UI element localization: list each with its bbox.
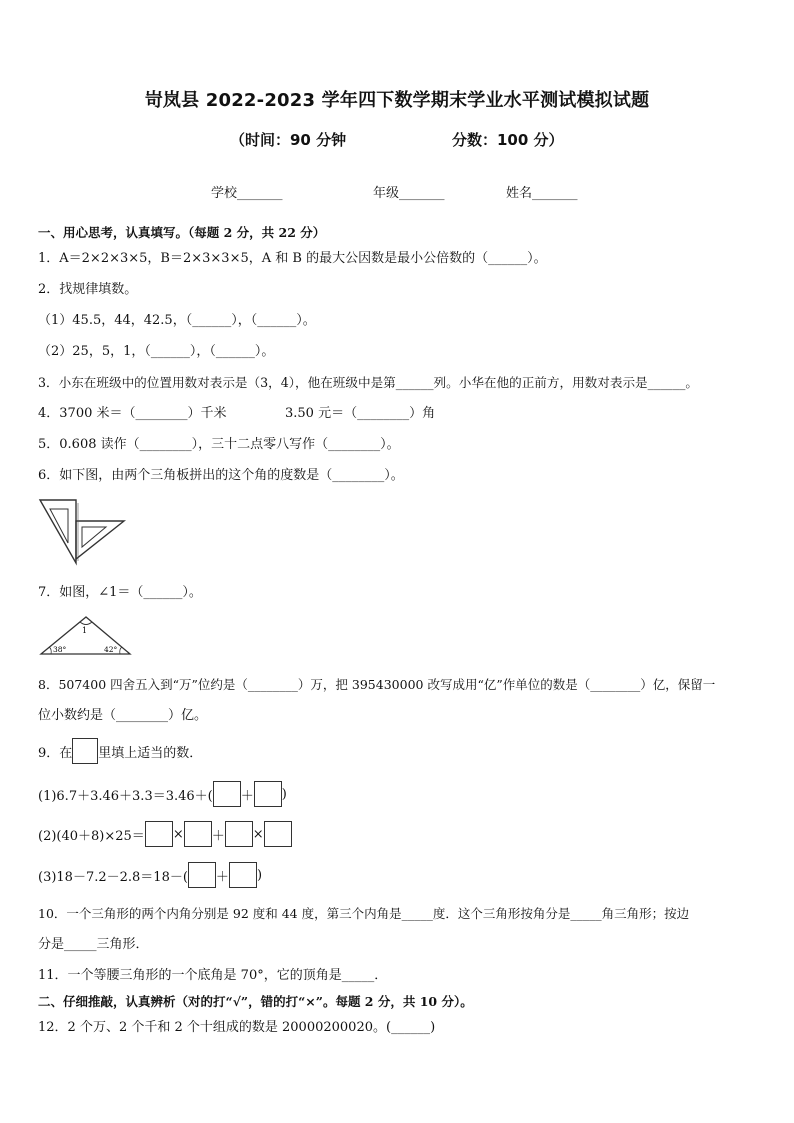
answer-box[interactable] bbox=[213, 781, 241, 807]
question-4-part-1: 4．3700 米＝（________）千米 bbox=[38, 406, 227, 421]
answer-box[interactable] bbox=[188, 862, 216, 888]
question-3: 3．小东在班级中的位置用数对表示是（3，4），他在班级中是第______列。小华在他的正前方，用数对表示是______。 bbox=[38, 375, 699, 390]
question-9-part-3 bbox=[38, 862, 262, 888]
q9a-text: (1)6.7＋3.46＋3.3＝3.46＋( bbox=[38, 788, 213, 804]
answer-box[interactable] bbox=[145, 821, 173, 847]
question-10-line-1: 10．一个三角形的两个内角分别是 92 度和 44 度，第三个内角是_____度．这个三角形按角分是_____角三角形；按边 bbox=[38, 906, 690, 921]
exam-score: 分数：100 分） bbox=[452, 131, 564, 149]
plus-sign: ＋ bbox=[215, 869, 229, 885]
section-2-heading: 二、仔细推敲，认真辨析（对的打“√”，错的打“×”。每题 2 分，共 10 分）。 bbox=[38, 994, 473, 1009]
question-4-part-2: 3.50 元＝（________）角 bbox=[285, 406, 436, 421]
answer-box[interactable] bbox=[264, 821, 292, 847]
page-title: 岢岚县 2022-2023 学年四下数学期末学业水平测试模拟试题 bbox=[144, 90, 650, 111]
question-9-part-2 bbox=[38, 821, 292, 847]
close-paren: ) bbox=[256, 867, 263, 883]
q9c-text: (3)18－7.2－2.8＝18－( bbox=[38, 869, 188, 885]
grade-field[interactable]: 年级_______ bbox=[373, 186, 445, 201]
question-6: 6．如下图，由两个三角板拼出的这个角的度数是（________）。 bbox=[38, 468, 404, 483]
question-11: 11．一个等腰三角形的一个底角是 70°，它的顶角是_____． bbox=[38, 968, 388, 983]
question-12: 12．2 个万、2 个千和 2 个十组成的数是 20000200020。(______) bbox=[38, 1020, 436, 1035]
angle-38-label: 38° bbox=[53, 645, 67, 654]
question-2-part-1: （1）45.5，44，42.5，（______），（______）。 bbox=[38, 313, 316, 328]
name-field[interactable]: 姓名_______ bbox=[506, 186, 578, 201]
q9b-text: (2)(40＋8)×25＝ bbox=[38, 828, 145, 844]
answer-box[interactable] bbox=[72, 738, 98, 764]
question-9-suffix: 里填上适当的数． bbox=[98, 745, 203, 761]
question-5: 5．0.608 读作（________），三十二点零八写作（________）。 bbox=[38, 437, 400, 452]
times-sign: × bbox=[252, 826, 264, 842]
question-2-part-2: （2）25，5，1，（______），（______）。 bbox=[38, 344, 275, 359]
answer-box[interactable] bbox=[254, 781, 282, 807]
set-squares-figure bbox=[38, 497, 128, 567]
question-7: 7．如图，∠1＝（______）。 bbox=[38, 585, 202, 600]
answer-box[interactable] bbox=[225, 821, 253, 847]
question-8-line-2: 位小数约是（________）亿。 bbox=[38, 708, 208, 723]
times-sign: × bbox=[172, 826, 184, 842]
question-8-line-1: 8．507400 四舍五入到“万”位约是（________）万，把 395430000 改写成用“亿”作单位的数是（________）亿，保留一 bbox=[38, 677, 716, 692]
school-field[interactable]: 学校_______ bbox=[211, 186, 283, 201]
angle-1-label: 1 bbox=[82, 626, 88, 635]
angle-42-label: 42° bbox=[104, 645, 118, 654]
answer-box[interactable] bbox=[184, 821, 212, 847]
section-1-heading: 一、用心思考，认真填写。（每题 2 分，共 22 分） bbox=[38, 225, 326, 240]
plus-sign: ＋ bbox=[211, 828, 225, 844]
question-9 bbox=[38, 738, 202, 764]
question-1: 1．A＝2×2×3×5，B＝2×3×3×5，A 和 B 的最大公因数是最小公倍数的（______）。 bbox=[38, 251, 547, 266]
question-9-prefix: 9．在 bbox=[38, 745, 73, 761]
exam-time: （时间：90 分钟 bbox=[230, 131, 347, 149]
question-10-line-2: 分是_____三角形． bbox=[38, 937, 149, 952]
close-paren: ) bbox=[281, 786, 287, 802]
plus-sign: ＋ bbox=[240, 788, 254, 804]
triangle-figure bbox=[38, 613, 133, 658]
answer-box[interactable] bbox=[229, 862, 257, 888]
question-2: 2．找规律填数。 bbox=[38, 282, 138, 297]
question-9-part-1 bbox=[38, 781, 287, 807]
